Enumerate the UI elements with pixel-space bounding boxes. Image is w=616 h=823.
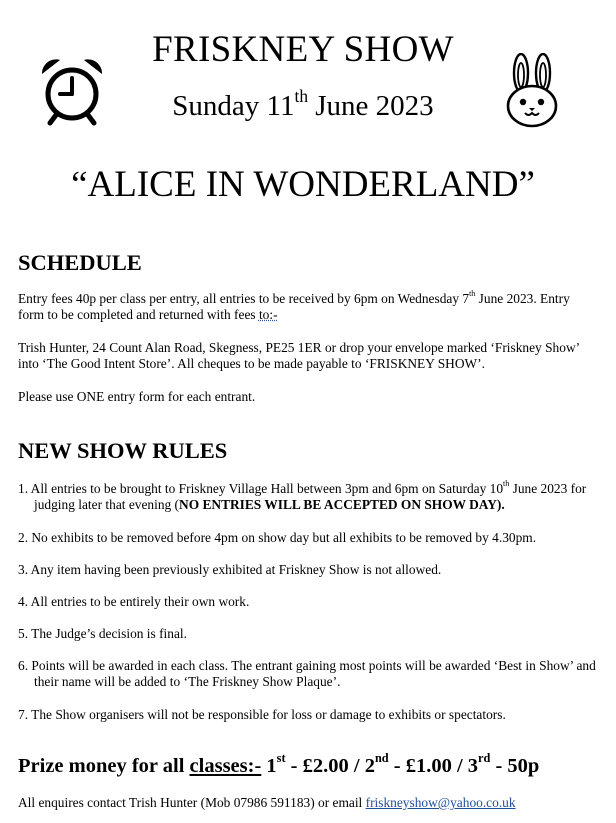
rule-2: 2. No exhibits to be removed before 4pm on show day but all exhibits to be removed by 4.30pm. — [18, 530, 537, 545]
rule-3: 3. Any item having been previously exhibited at Friskney Show is not allowed. — [18, 562, 442, 577]
show-title: FRISKNEY SHOW — [152, 29, 454, 70]
schedule-entry-form-note: Please use ONE entry form for each entrant. — [18, 389, 256, 404]
rule-6: 6. Points will be awarded in each class. The entrant gaining most points will be awarded ‘Best in Show’ and their name will be added to ‘The Friskney Show Plaque’. — [18, 658, 596, 689]
contact-line: All enquires contact Trish Hunter (Mob 07986 591183) or email friskneyshow@yahoo.co.uk — [18, 795, 516, 810]
rule-5: 5. The Judge’s decision is final. — [18, 626, 187, 641]
schedule-heading: SCHEDULE — [18, 250, 142, 275]
schedule-fees-paragraph: Entry fees 40p per class per entry, all entries to be received by 6pm on Wednesday 7th June 2023. Entry form to be completed and returned with fees to:- — [18, 289, 570, 322]
rule-4: 4. All entries to be entirely their own work. — [18, 594, 250, 609]
rule-7: 7. The Show organisers will not be responsible for loss or damage to exhibits or spectators. — [18, 707, 506, 722]
show-date: Sunday 11th June 2023 — [172, 85, 434, 122]
show-theme: “ALICE IN WONDERLAND” — [71, 164, 535, 205]
email-link[interactable]: friskneyshow@yahoo.co.uk — [365, 795, 516, 810]
rules-heading: NEW SHOW RULES — [18, 438, 228, 463]
rule-1: 1. All entries to be brought to Friskney Village Hall between 3pm and 6pm on Saturday 10th June 2023 for judging later that evening (NO ENTRIES WILL BE ACCEPTED ON SHOW DAY). — [18, 479, 587, 512]
schedule-address-paragraph: Trish Hunter, 24 Count Alan Road, Skegness, PE25 1ER or drop your envelope marked ‘Friskney Show’ into ‘The Good Intent Store’. All cheques to be made payable to ‘FRISKNEY SHOW’. — [18, 340, 581, 371]
prize-money-line: Prize money for all classes:- 1st - £2.00 / 2nd - £1.00 / 3rd - 50p — [18, 751, 540, 777]
fees-to-link[interactable]: to:- — [258, 307, 278, 322]
